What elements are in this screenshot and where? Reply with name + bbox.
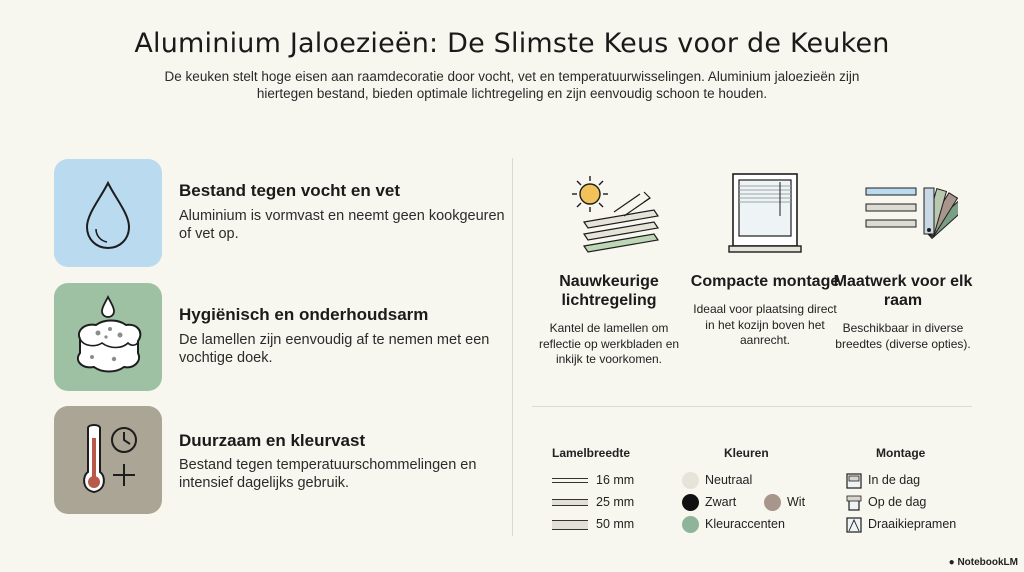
spec-value: Op de dag [868, 495, 927, 509]
feature-title: Hygiënisch en onderhoudsarm [179, 305, 429, 324]
column-text: Kantel de lamellen om reflectie op werkbladen en inkijk te voorkomen. [538, 321, 680, 366]
feature-tile-durable [54, 406, 162, 514]
tilt-turn-window-icon [846, 517, 862, 533]
feature-title: Duurzaam en kleurvast [179, 431, 366, 450]
spec-kleur-accenten [682, 516, 785, 532]
page-subtitle: De keuken stelt hoge eisen aan raamdecoratie door vocht, vet en temperatuurwisselingen. Aluminium jaloezieën zijn hiertegen bestand, bieden optimale lichtregeling en zijn eenvoudig schoon te houden. [164, 69, 860, 101]
feature-title: Bestand tegen vocht en vet [179, 181, 401, 200]
spec-montage-op-de-dag [846, 494, 926, 510]
spec-kleur-zwart [682, 494, 736, 510]
spec-heading-lamel: Lamelbreedte [552, 446, 631, 460]
column-lichtregeling [534, 172, 684, 368]
feature-text: De lamellen zijn eenvoudig af te nemen met een vochtige doek. [179, 332, 490, 366]
spec-lamel-25 [552, 494, 634, 510]
spec-montage-draaikiep [846, 516, 956, 532]
spec-lamel-16 [552, 472, 634, 488]
spec-heading-montage: Montage [876, 446, 926, 460]
spec-value: 25 mm [596, 495, 635, 509]
feature-tile-hygiene [54, 283, 162, 391]
color-dot-wit [764, 494, 781, 511]
vertical-divider [512, 158, 513, 536]
spec-value: Wit [787, 495, 806, 509]
column-title: Maatwerk voor elk raam [833, 273, 973, 309]
feature-text: Aluminium is vormvast en neemt geen kookgeuren of vet op. [179, 208, 505, 242]
column-maatwerk [828, 172, 978, 352]
window-blind-icon [710, 172, 820, 262]
column-title: Nauwkeurige lichtregeling [559, 273, 659, 309]
column-montage [690, 172, 840, 349]
sponge-icon [54, 283, 162, 391]
brand-icon: ● [948, 557, 955, 568]
column-title: Compacte montage [690, 273, 840, 290]
water-drop-icon [54, 159, 162, 267]
color-dot-accenten [682, 516, 699, 533]
brand-label [949, 557, 1018, 568]
sun-slats-icon [554, 172, 664, 262]
feature-hygiene [54, 283, 514, 393]
feature-text: Bestand tegen temperatuurschommelingen en intensief dagelijks gebruik. [179, 457, 477, 491]
column-text: Ideaal voor plaatsing direct in het kozijn boven het aanrecht. [693, 302, 837, 347]
spec-value: Draaikiepramen [868, 517, 957, 531]
spec-value: In de dag [868, 473, 921, 487]
lamel-25-icon [552, 499, 588, 506]
color-swatch-icon [848, 172, 958, 262]
thermometer-clock-icon [54, 406, 162, 514]
page-title: Aluminium Jaloezieën: De Slimste Keus voor de Keuken [134, 28, 890, 59]
spec-kleur-neutraal [682, 472, 752, 488]
spec-montage-in-de-dag [846, 472, 920, 488]
color-dot-zwart [682, 494, 699, 511]
feature-durable [54, 406, 514, 516]
spec-heading-kleuren: Kleuren [724, 446, 769, 460]
lamel-50-icon [552, 520, 588, 530]
spec-value: Zwart [705, 495, 737, 509]
column-text: Beschikbaar in diverse breedtes (diverse opties). [835, 321, 971, 351]
feature-moisture [54, 159, 514, 269]
horizontal-divider [532, 406, 972, 407]
mount-outside-icon [846, 495, 862, 511]
spec-value: 50 mm [596, 517, 635, 531]
feature-tile-moisture [54, 159, 162, 267]
spec-lamel-50 [552, 516, 634, 532]
mount-inside-icon [846, 473, 862, 489]
spec-value: Neutraal [705, 473, 753, 487]
spec-kleur-wit [764, 494, 805, 510]
spec-value: Kleuraccenten [705, 517, 785, 531]
spec-value: 16 mm [596, 473, 635, 487]
color-dot-neutraal [682, 472, 699, 489]
brand-text: NotebookLM [957, 557, 1018, 568]
lamel-16-icon [552, 478, 588, 483]
